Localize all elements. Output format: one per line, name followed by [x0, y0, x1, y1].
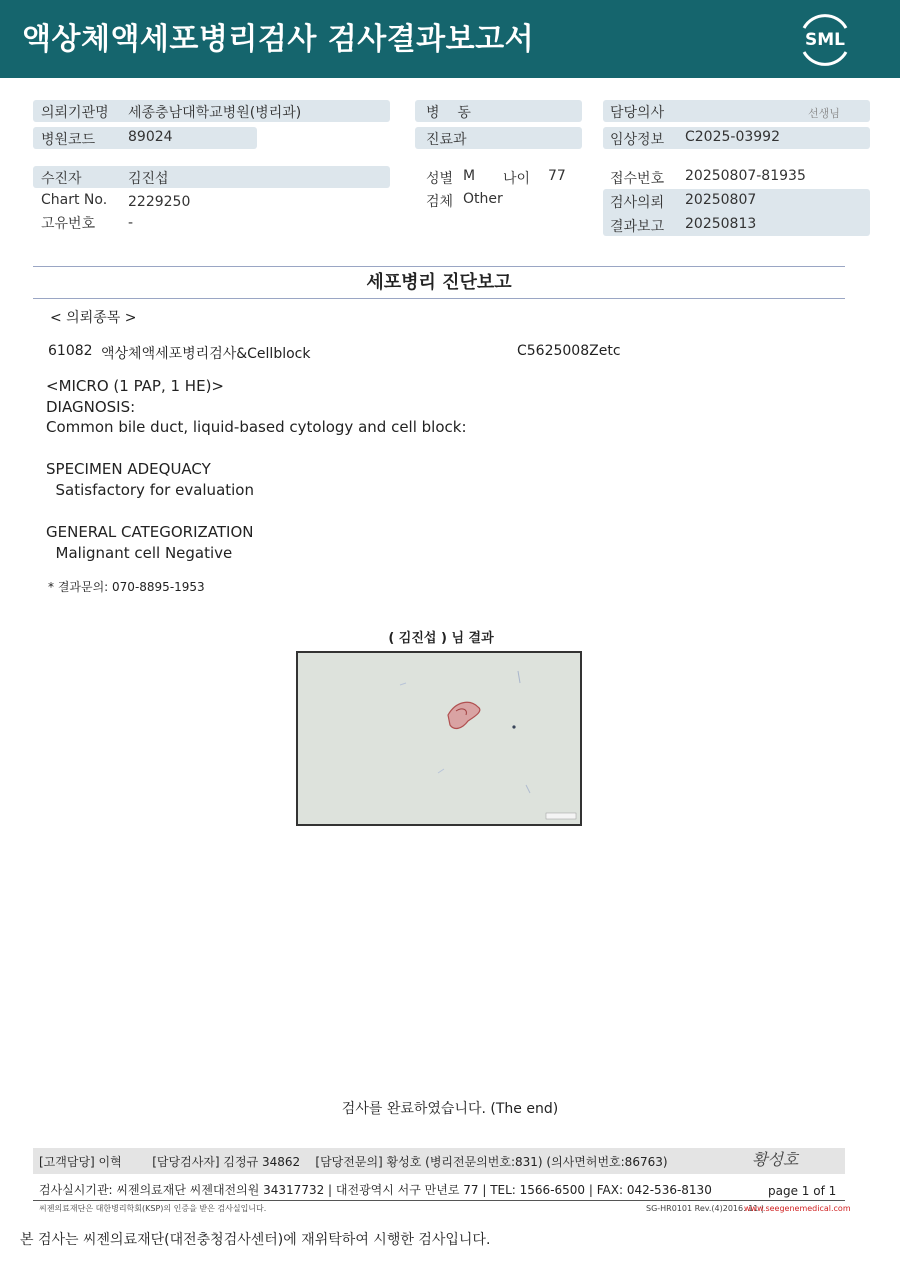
logo-text: SML: [805, 30, 845, 50]
ward-label: 병 동: [426, 105, 471, 121]
contact-line: * 결과문의: 070-8895-1953: [48, 580, 205, 594]
request-id: C5625008Zetc: [517, 343, 621, 359]
website-link[interactable]: www.seegenemedical.com: [744, 1204, 851, 1213]
age-value: 77: [548, 168, 566, 184]
report-date-value: 20250813: [685, 216, 757, 232]
receipt-no-label: 접수번호: [610, 171, 665, 187]
specimen-value: Other: [463, 191, 503, 207]
receipt-no-value: 20250807-81935: [685, 168, 806, 184]
patient-bar: [33, 166, 390, 188]
diagnosis-text: Common bile duct, liquid-based cytology and cell block:: [46, 418, 467, 436]
report-date-label: 결과보고: [610, 219, 665, 235]
chart-no-label: Chart No.: [41, 192, 108, 208]
staff-line: [고객담당] 이혁 [담당검사자] 김정규 34862 [담당전문의] 황성호 (병리전문의번호:831) (의사면허번호:86763): [39, 1155, 668, 1169]
end-text: 검사를 완료하였습니다. (The end): [341, 1101, 559, 1117]
institution-label: 의뢰기관명: [41, 105, 109, 121]
request-date-value: 20250807: [685, 192, 757, 208]
specimen-label: 검체: [426, 194, 454, 210]
ksp-note: 씨젠의료재단은 대한병리학회(KSP)의 인증을 받은 검사실입니다.: [39, 1204, 267, 1213]
section-title: 세포병리 진단보고: [366, 272, 512, 293]
adequacy-text: Satisfactory for evaluation: [46, 481, 254, 499]
request-name: 액상체액세포병리검사&Cellblock: [101, 346, 311, 362]
chart-no-value: 2229250: [128, 194, 191, 210]
categorization-text: Malignant cell Negative: [46, 544, 233, 562]
institution-line: 검사실시기관: 씨젠의료재단 씨젠대전의원 34317732 | 대전광역시 서구 만년로 77 | TEL: 1566-6500 | FAX: 042-536-8130: [39, 1183, 712, 1197]
unique-no-value: -: [128, 215, 134, 231]
diagnosis-heading: DIAGNOSIS:: [46, 398, 136, 416]
sml-logo-icon: [796, 12, 854, 66]
patient-value: 김진섭: [128, 171, 169, 187]
patient-label: 수진자: [41, 171, 82, 187]
clinical-info-value: C2025-03992: [685, 129, 780, 145]
hospital-code-value: 89024: [128, 129, 173, 145]
institution-value: 세종충남대학교병원(병리과): [128, 105, 302, 121]
department-label: 진료과: [426, 132, 467, 148]
request-code: 61082: [48, 343, 93, 359]
footer-divider: [33, 1200, 845, 1201]
micro-line: <MICRO (1 PAP, 1 HE)>: [46, 377, 224, 395]
sex-label: 성별: [426, 171, 454, 187]
report-title: 액상체액세포병리검사 검사결과보고서: [22, 22, 535, 57]
unique-no-label: 고유번호: [41, 216, 96, 232]
clinical-info-label: 임상정보: [610, 132, 665, 148]
image-caption: ( 김진섭 ) 님 결과: [388, 631, 494, 646]
section-divider-bottom: [33, 298, 845, 299]
hospital-code-label: 병원코드: [41, 132, 96, 148]
sex-value: M: [463, 168, 476, 184]
categorization-heading: GENERAL CATEGORIZATION: [46, 523, 254, 541]
micrograph-image: [296, 651, 582, 826]
doctor-label: 담당의사: [610, 105, 665, 121]
doctor-suffix: 선생님: [808, 107, 840, 120]
page-number: page 1 of 1: [768, 1184, 837, 1198]
form-code: SG-HR0101 Rev.(4)2016. 11 |: [646, 1204, 764, 1213]
request-item-heading: < 의뢰종목 >: [50, 310, 137, 326]
bottom-note: 본 검사는 씨젠의료재단(대전충청검사센터)에 재위탁하여 시행한 검사입니다.: [20, 1232, 491, 1248]
section-divider-top: [33, 266, 845, 267]
request-date-label: 검사의뢰: [610, 195, 665, 211]
adequacy-heading: SPECIMEN ADEQUACY: [46, 460, 211, 478]
signature: 황성호: [752, 1150, 799, 1169]
age-label: 나이: [503, 171, 531, 187]
